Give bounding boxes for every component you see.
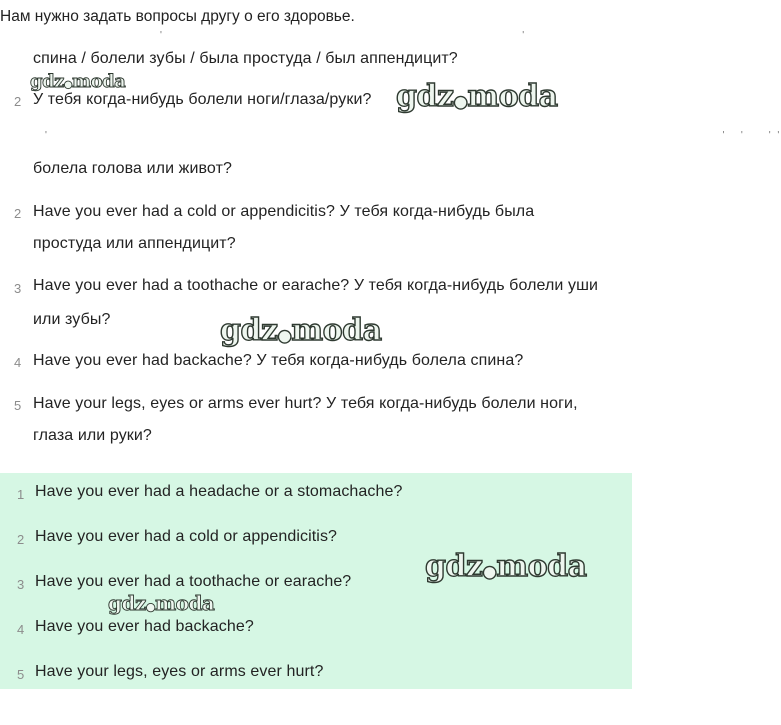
answer-text: Have you ever had a cold or appendicitis? [35, 528, 338, 545]
answer-number: 2 [17, 532, 25, 547]
translation-line: Have you ever had backache? У тебя когда-нибудь болела спина? [33, 352, 524, 369]
translation-line: простуда или аппендицит? [33, 235, 236, 252]
answer-text: Have you ever had a headache or a stomachache? [35, 483, 403, 500]
watermark: gdz●moda [425, 549, 587, 584]
watermark: gdz●moda [220, 313, 382, 348]
cut-text-fragment: ' ' [160, 30, 527, 41]
page-heading: Нам нужно задать вопросы другу о его здоровье. [0, 8, 355, 25]
answer-number: 3 [17, 577, 25, 592]
item-number: 5 [14, 398, 22, 413]
cut-line: болела голова или живот? [33, 160, 232, 177]
answer-number: 4 [17, 622, 25, 637]
answer-number: 1 [17, 487, 25, 502]
cut-text-fragment: ' ' ' ' ' [45, 130, 781, 141]
item-number: 2 [14, 94, 22, 109]
translation-line: глаза или руки? [33, 427, 152, 444]
watermark: gdz●moda [108, 591, 215, 615]
answer-text: Have you ever had backache? [35, 618, 254, 635]
answer-text: Have you ever had a toothache or earache? [35, 573, 352, 590]
translation-line: Have you ever had a toothache or earache? У тебя когда-нибудь болели уши [33, 277, 599, 294]
watermark: gdz●moda [396, 79, 558, 114]
translation-line: или зубы? [33, 311, 111, 328]
item-number: 4 [14, 355, 22, 370]
translation-line: Have your legs, eyes or arms ever hurt? У тебя когда-нибудь болели ноги, [33, 395, 578, 412]
cut-line: У тебя когда-нибудь болели ноги/глаза/руки? [33, 91, 372, 108]
item-number: 2 [14, 206, 22, 221]
cut-line: спина / болели зубы / была простуда / был аппендицит? [33, 50, 458, 67]
watermark: gdz●moda [30, 71, 126, 92]
item-number: 3 [14, 281, 22, 296]
answer-text: Have your legs, eyes or arms ever hurt? [35, 663, 324, 680]
translation-line: Have you ever had a cold or appendicitis? У тебя когда-нибудь была [33, 203, 535, 220]
answer-number: 5 [17, 667, 25, 682]
